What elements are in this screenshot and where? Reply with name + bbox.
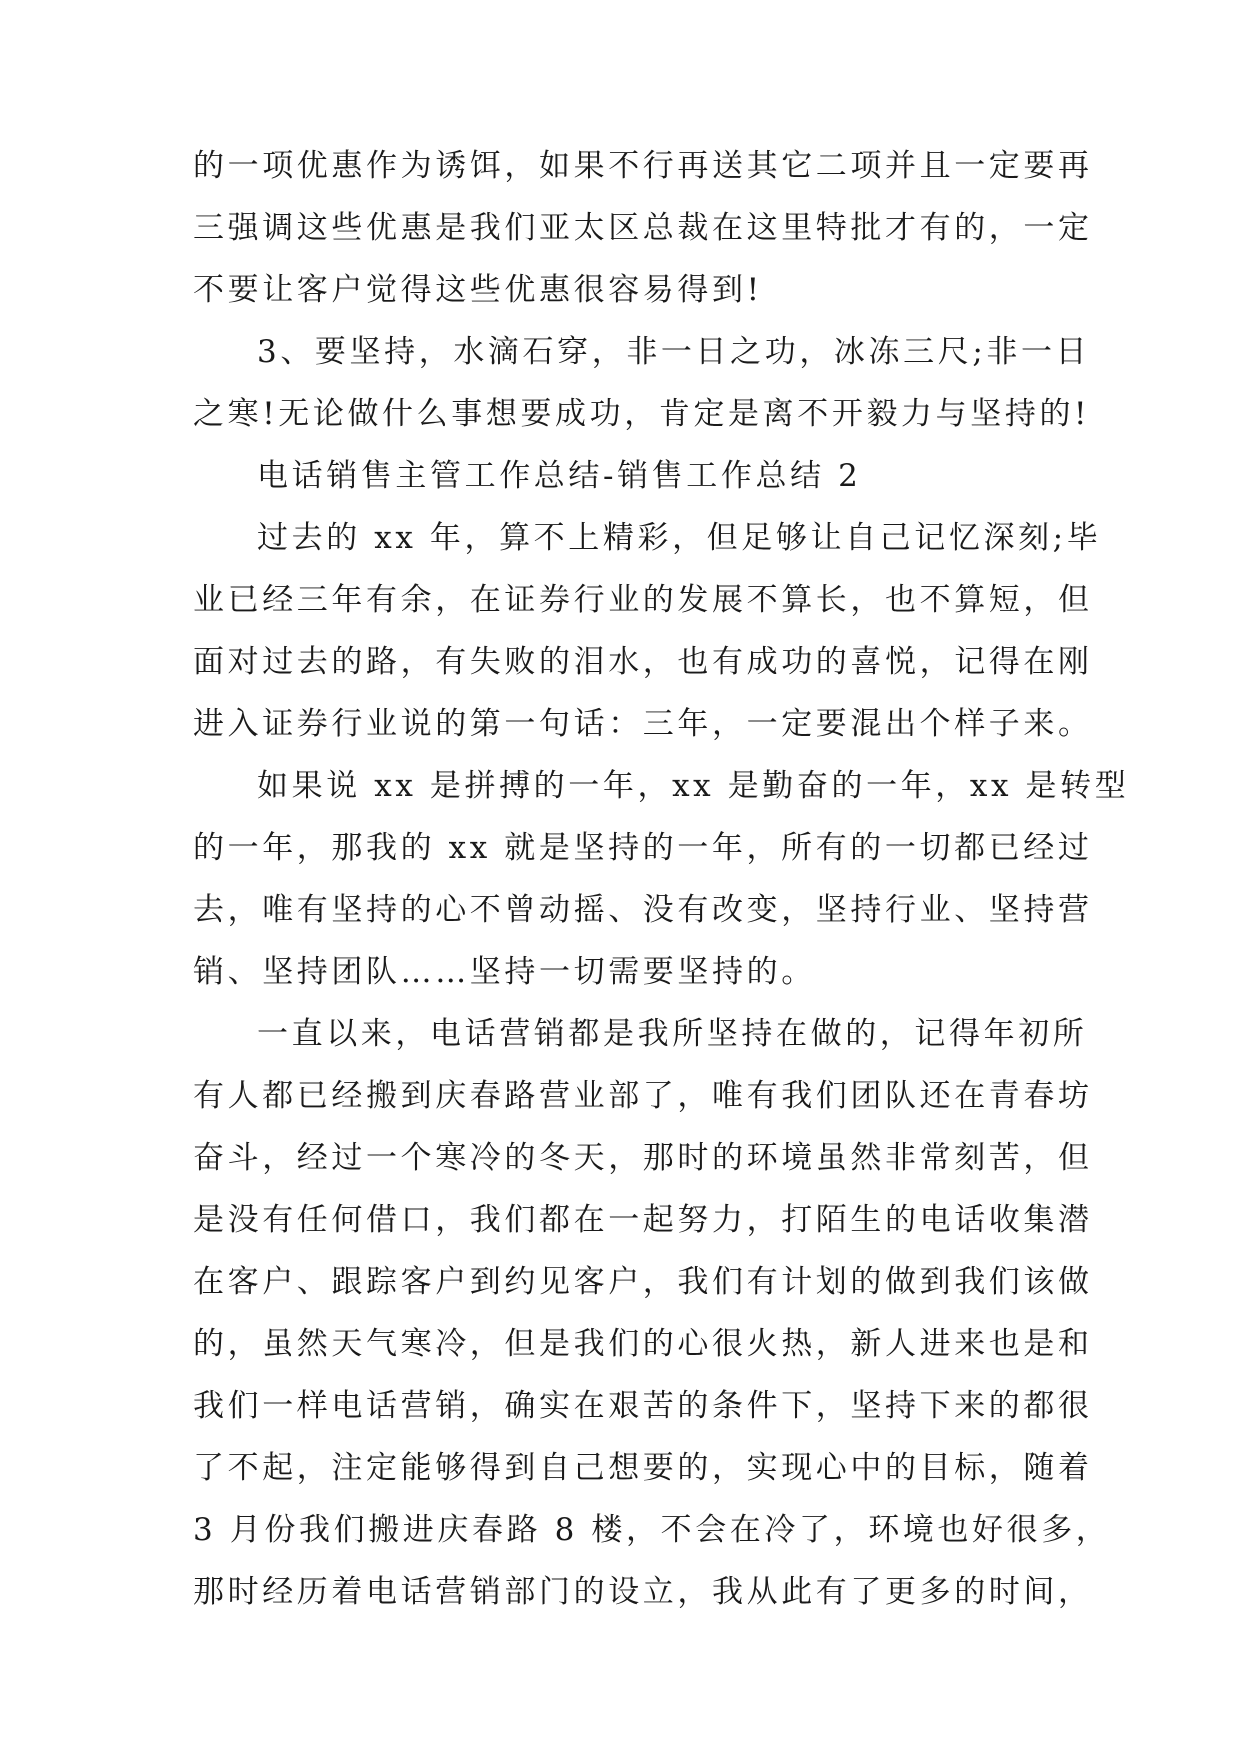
text-line: 如果说 xx 是拼搏的一年，xx 是勤奋的一年，xx 是转型 (257, 768, 1130, 804)
text-line: 进入证券行业说的第一句话：三年，一定要混出个样子来。 (193, 706, 1093, 742)
text-line: 3 月份我们搬进庆春路 8 楼，不会在冷了，环境也好很多， (193, 1512, 1111, 1548)
text-line: 了不起，注定能够得到自己想要的，实现心中的目标，随着 (193, 1450, 1093, 1486)
text-line: 是没有任何借口，我们都在一起努力，打陌生的电话收集潜 (193, 1202, 1093, 1238)
text-line: 3、要坚持，水滴石穿，非一日之功，冰冻三尺;非一日 (257, 334, 1091, 370)
text-line: 的，虽然天气寒冷，但是我们的心很火热，新人进来也是和 (193, 1326, 1093, 1362)
text-line: 不要让客户觉得这些优惠很容易得到! (193, 272, 763, 308)
text-line: 有人都已经搬到庆春路营业部了，唯有我们团队还在青春坊 (193, 1078, 1093, 1114)
text-line: 三强调这些优惠是我们亚太区总裁在这里特批才有的，一定 (193, 210, 1093, 246)
text-line: 的一项优惠作为诱饵，如果不行再送其它二项并且一定要再 (193, 148, 1093, 184)
text-line: 去，唯有坚持的心不曾动摇、没有改变，坚持行业、坚持营 (193, 892, 1093, 928)
text-line: 过去的 xx 年，算不上精彩，但足够让自己记忆深刻;毕 (257, 520, 1102, 556)
text-line: 的一年，那我的 xx 就是坚持的一年，所有的一切都已经过 (193, 830, 1093, 866)
text-line: 业已经三年有余，在证券行业的发展不算长，也不算短，但 (193, 582, 1093, 618)
text-line: 我们一样电话营销，确实在艰苦的条件下，坚持下来的都很 (193, 1388, 1093, 1424)
text-line: 一直以来，电话营销都是我所坚持在做的，记得年初所 (257, 1016, 1088, 1052)
text-line: 那时经历着电话营销部门的设立，我从此有了更多的时间， (193, 1574, 1093, 1610)
section-heading: 电话销售主管工作总结-销售工作总结 2 (257, 458, 862, 494)
text-line: 之寒!无论做什么事想要成功，肯定是离不开毅力与坚持的! (193, 396, 1091, 432)
text-line: 在客户、跟踪客户到约见客户，我们有计划的做到我们该做 (193, 1264, 1093, 1300)
text-line: 销、坚持团队……坚持一切需要坚持的。 (193, 954, 816, 990)
text-line: 面对过去的路，有失败的泪水，也有成功的喜悦，记得在刚 (193, 644, 1093, 680)
text-line: 奋斗，经过一个寒冷的冬天，那时的环境虽然非常刻苦，但 (193, 1140, 1093, 1176)
